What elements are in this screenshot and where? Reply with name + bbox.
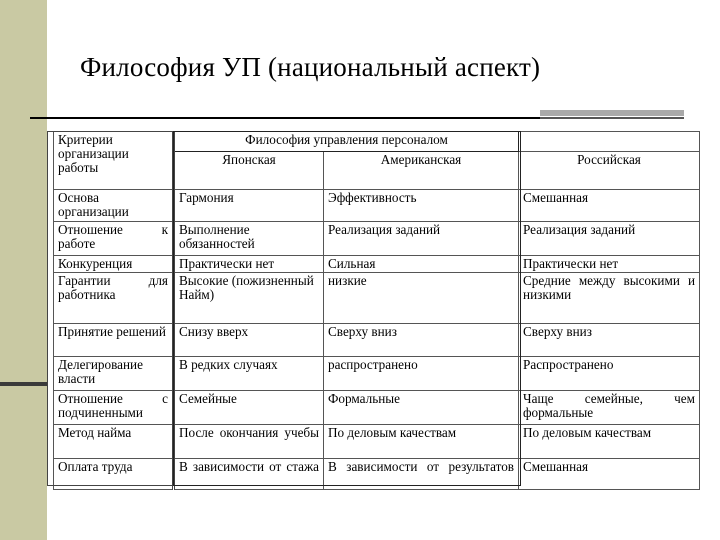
cell-russia: Смешанная [519,190,700,222]
cell-usa: низкие [324,273,519,324]
cell-usa: Формальные [324,391,519,425]
cell-japan: В зависимости от стажа [174,459,324,490]
cell-russia: По деловым качествам [519,425,700,459]
cell-usa: По деловым качествам [324,425,519,459]
cell-usa: Сверху вниз [324,324,519,357]
table-row [54,256,700,273]
header-russia: Российская [519,152,700,190]
cell-japan: Высокие (пожизненный Найм) [174,273,324,324]
table-row [54,459,700,490]
table-row [54,425,700,459]
cell-usa: Сильная [324,256,519,273]
cell-usa: Эффективность [324,190,519,222]
cell-russia: Распространено [519,357,700,391]
cell-criterion: Отношение с подчиненными [54,391,174,425]
left-decor-bar [0,0,47,540]
cell-usa: Реализация заданий [324,222,519,256]
cell-japan: В редких случаях [174,357,324,391]
cell-japan: Практически нет [174,256,324,273]
cell-criterion: Отношение к работе [54,222,174,256]
table-row [54,324,700,357]
table-row [54,222,700,256]
cell-criterion: Принятие решений [54,324,174,357]
left-decor-accent [0,382,47,386]
table-header-row [54,132,700,152]
cell-japan: Семейные [174,391,324,425]
cell-russia: Средние между высокими и низкими [519,273,700,324]
cell-russia: Практически нет [519,256,700,273]
cell-usa: В зависимости от результатов [324,459,519,490]
cell-russia: Смешанная [519,459,700,490]
cell-usa: распространено [324,357,519,391]
cell-japan: Снизу вверх [174,324,324,357]
title-accent-bar [540,110,684,116]
header-usa: Американская [324,152,519,190]
header-criteria: Критерии организации работы [54,132,174,190]
cell-russia: Сверху вниз [519,324,700,357]
table-row [54,273,700,324]
cell-criterion: Конкуренция [54,256,174,273]
cell-criterion: Метод найма [54,425,174,459]
table-row [54,391,700,425]
cell-russia: Чаще семейные, чем формальные [519,391,700,425]
table-row [54,357,700,391]
cell-criterion: Оплата труда [54,459,174,490]
header-philosophy: Философия управления персоналом [174,132,519,152]
cell-russia: Реализация заданий [519,222,700,256]
cell-criterion: Делегирование власти [54,357,174,391]
slide-title: Философия УП (национальный аспект) [80,52,541,82]
cell-criterion: Гарантии для работника [54,273,174,324]
cell-japan: Выполнение обязанностей [174,222,324,256]
cell-japan: Гармония [174,190,324,222]
table-row [54,190,700,222]
header-blank [519,132,700,152]
title-accent-line [540,117,684,119]
cell-criterion: Основа организации [54,190,174,222]
header-japan: Японская [174,152,324,190]
cell-japan: После окончания учебы [174,425,324,459]
title-underline [30,117,542,119]
comparison-table [53,131,700,490]
